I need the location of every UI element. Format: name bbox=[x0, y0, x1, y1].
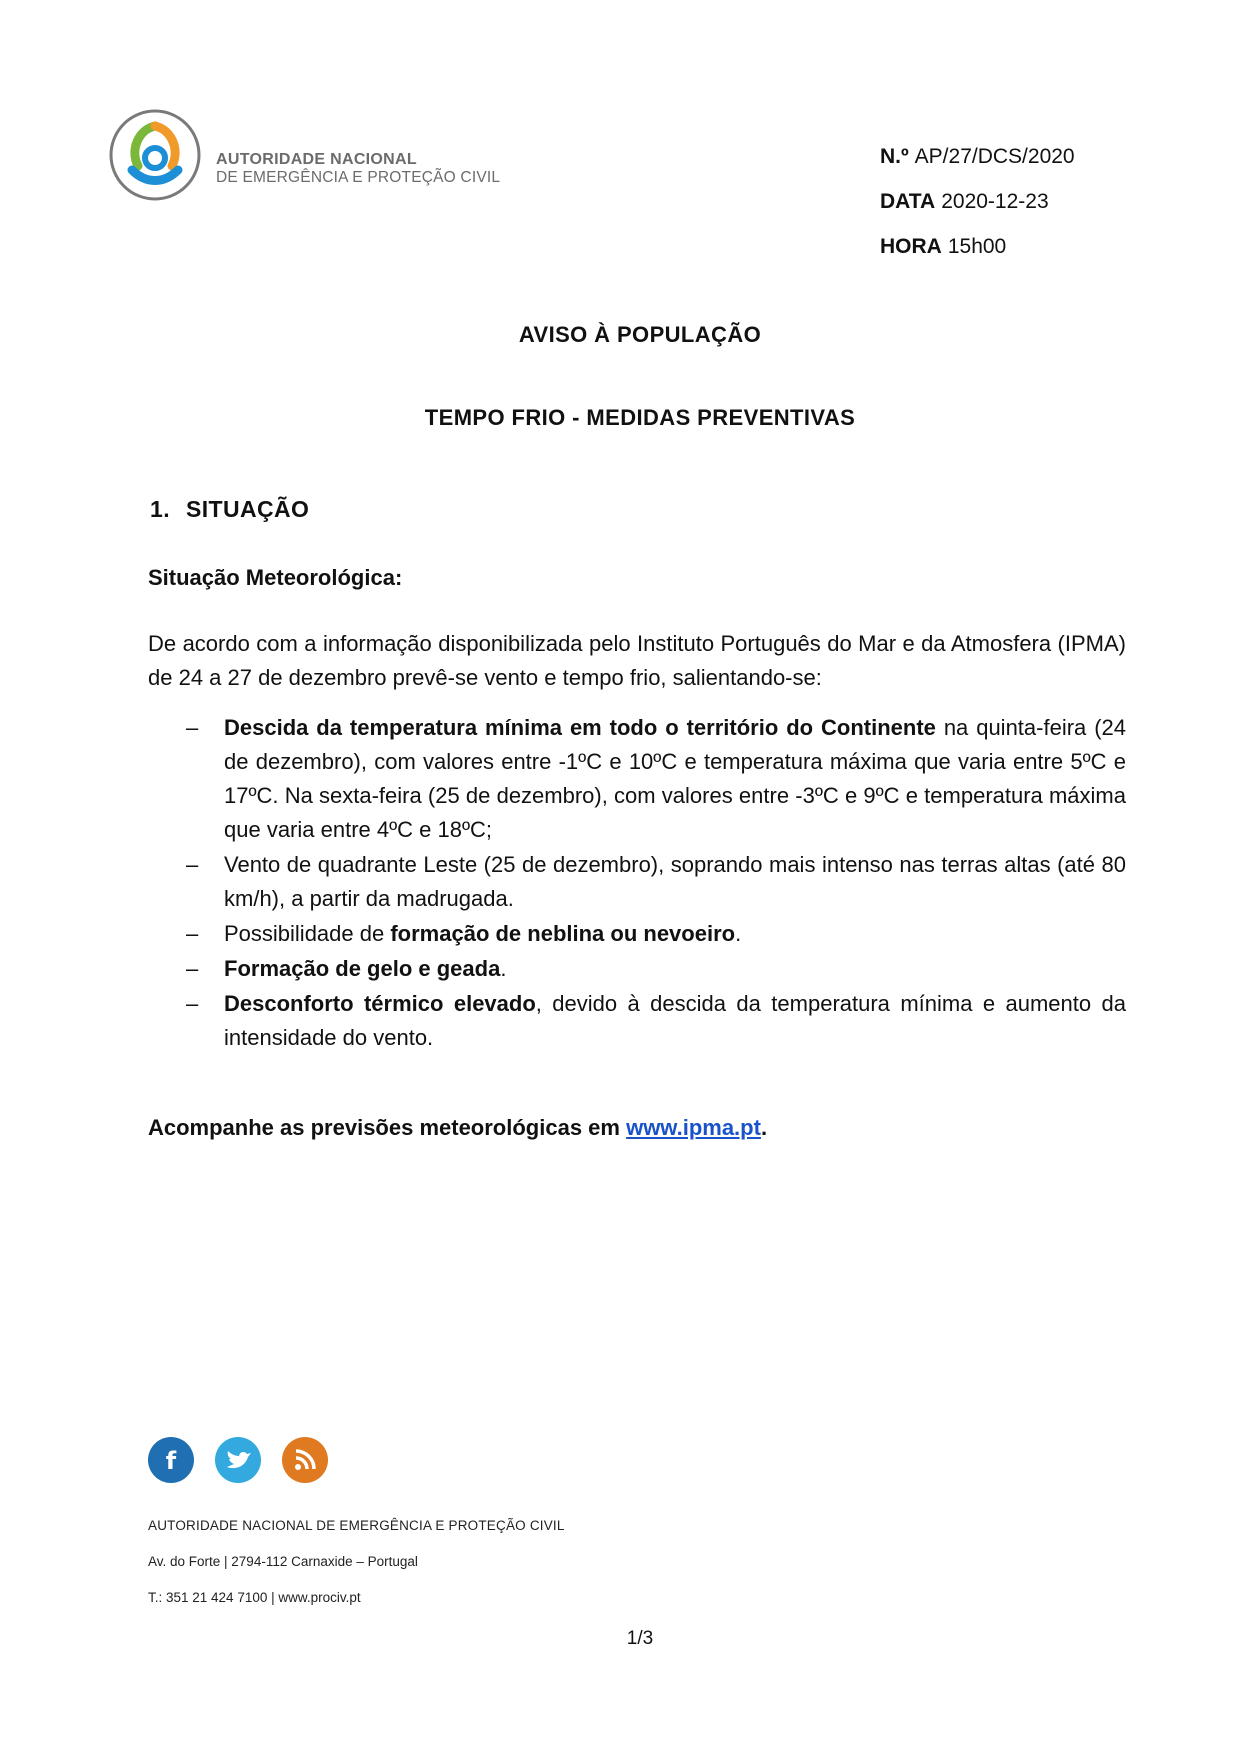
ref-number-value: AP/27/DCS/2020 bbox=[914, 145, 1075, 168]
page-subtitle: TEMPO FRIO - MEDIDAS PREVENTIVAS bbox=[424, 405, 856, 430]
anepc-logo bbox=[108, 108, 202, 202]
ref-time-value: 15h00 bbox=[947, 235, 1007, 258]
list-item bbox=[186, 848, 1126, 916]
list-item-bold: Descida da temperatura mínima em todo o território do Continente bbox=[224, 715, 936, 740]
footer-org: AUTORIDADE NACIONAL DE EMERGÊNCIA E PROTEÇÃO CIVIL bbox=[148, 1518, 565, 1533]
section-title: SITUAÇÃO bbox=[186, 496, 310, 522]
reference-block bbox=[880, 134, 1075, 269]
follow-forecast-note bbox=[148, 1115, 767, 1141]
list-item-text: . bbox=[735, 921, 742, 946]
footer-contact: T.: 351 21 424 7100 | www.prociv.pt bbox=[148, 1590, 361, 1605]
list-item bbox=[186, 952, 1126, 986]
ref-time bbox=[880, 224, 1075, 269]
footer-address: Av. do Forte | 2794-112 Carnaxide – Portugal bbox=[148, 1554, 418, 1569]
org-name-line1: AUTORIDADE NACIONAL bbox=[216, 151, 417, 168]
intro-paragraph: De acordo com a informação disponibilizada pelo Instituto Português do Mar e da Atmosfera (IPMA) de 24 a 27 de dezembro prevê-se vento e tempo frio, salientando-se: bbox=[148, 631, 1126, 690]
list-item bbox=[186, 711, 1126, 847]
bullet-dash: – bbox=[186, 956, 199, 981]
ref-number bbox=[880, 134, 1075, 179]
list-item-bold: formação de neblina ou nevoeiro bbox=[390, 921, 736, 946]
bullet-dash: – bbox=[186, 715, 199, 740]
org-name-line2: DE EMERGÊNCIA E PROTEÇÃO CIVIL bbox=[216, 169, 501, 186]
list-item bbox=[186, 987, 1126, 1055]
bullet-dash: – bbox=[186, 991, 199, 1016]
bullet-dash: – bbox=[186, 852, 199, 877]
page-number: 1/3 bbox=[626, 1628, 654, 1649]
ref-date-value: 2020-12-23 bbox=[941, 190, 1049, 213]
ref-time-label: HORA bbox=[880, 235, 942, 258]
list-item-text: , devido à descida da temperatura mínima e aumento da intensidade do vento. bbox=[224, 991, 1126, 1050]
facebook-icon[interactable] bbox=[148, 1437, 194, 1483]
rss-icon[interactable] bbox=[282, 1437, 328, 1483]
follow-text: Acompanhe as previsões meteorológicas em bbox=[148, 1115, 627, 1140]
list-item-text: na quinta-feira (24 de dezembro), com valores entre -1ºC e 10ºC e temperatura máxima que varia entre 5ºC e 17ºC. Na sexta-feira (25 de dezembro), com valores entre -3ºC e 9ºC e temperatura máxima que varia entre 4ºC e 18ºC; bbox=[224, 715, 1127, 842]
subheading: Situação Meteorológica: bbox=[148, 565, 403, 590]
list-item-bold: Desconforto térmico elevado bbox=[224, 991, 536, 1016]
list-item-bold: Formação de gelo e geada bbox=[224, 956, 501, 981]
follow-end: . bbox=[760, 1115, 768, 1140]
list-item-text: . bbox=[500, 956, 507, 981]
list-item-text: Possibilidade de bbox=[224, 921, 391, 946]
ref-date-label: DATA bbox=[880, 190, 936, 213]
ipma-link[interactable]: www.ipma.pt bbox=[626, 1115, 761, 1140]
ref-date bbox=[880, 179, 1075, 224]
forecast-list bbox=[186, 711, 1126, 1056]
list-item bbox=[186, 917, 1126, 951]
svg-text:f: f bbox=[165, 1447, 177, 1475]
ref-number-label: N.º bbox=[880, 145, 909, 168]
section-number: 1. bbox=[150, 496, 170, 522]
list-item-text: Vento de quadrante Leste (25 de dezembro), soprando mais intenso nas terras altas (até 80 km/h), a partir da madrugada. bbox=[224, 852, 1126, 911]
page-title: AVISO À POPULAÇÃO bbox=[518, 322, 762, 347]
org-name bbox=[216, 151, 500, 187]
section-heading bbox=[150, 496, 309, 523]
twitter-icon[interactable] bbox=[215, 1437, 261, 1483]
bullet-dash: – bbox=[186, 921, 199, 946]
